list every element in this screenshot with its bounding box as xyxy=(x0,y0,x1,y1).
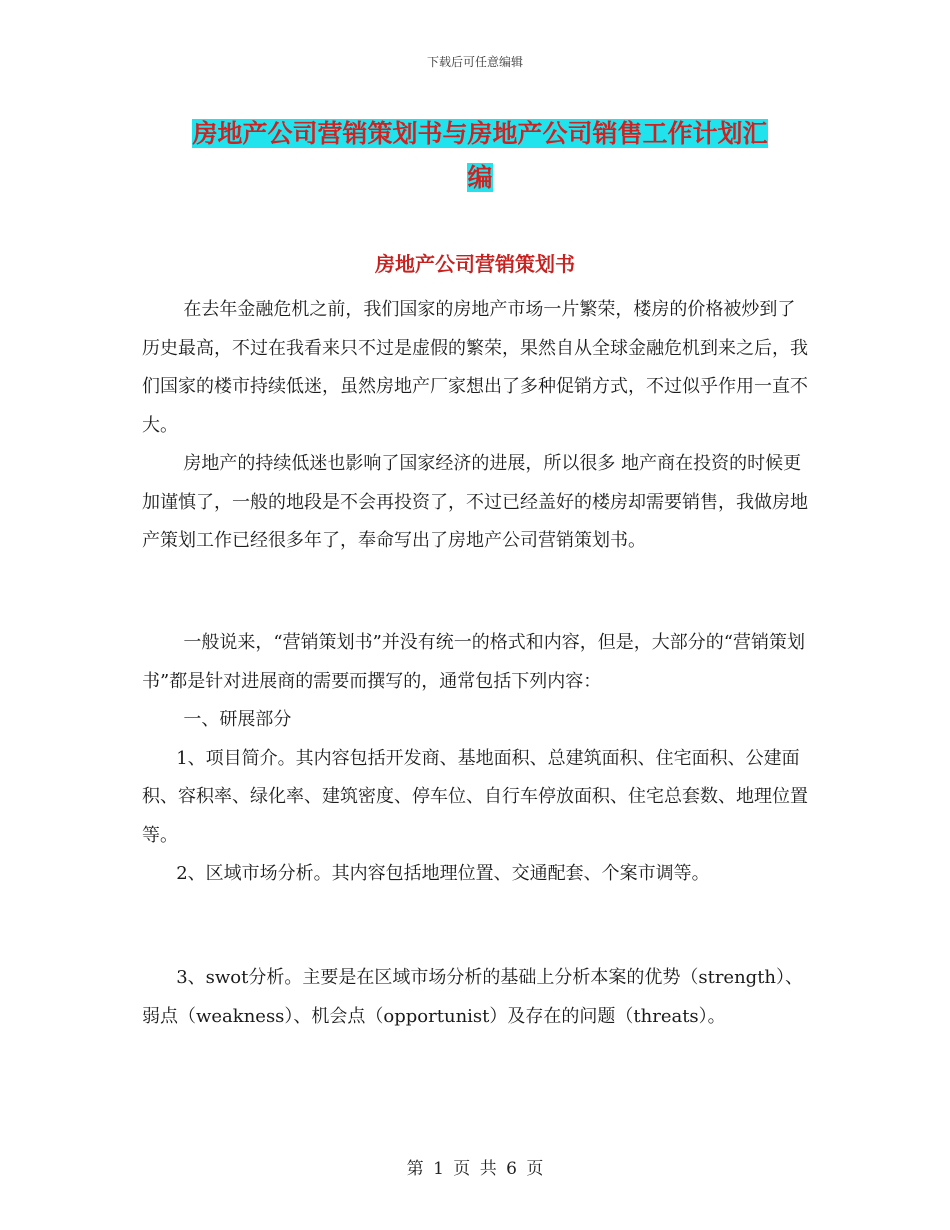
list-item: 2、区域市场分析。其内容包括地理位置、交通配套、个案市调等。 xyxy=(176,863,710,884)
body-block-intro xyxy=(142,291,810,561)
document-title-line-1: 房地产公司营销策划书与房地产公司销售工作计划汇 xyxy=(192,119,768,148)
paragraph: 在去年金融危机之前，我们国家的房地产市场一片繁荣，楼房的价格被炒到了历史最高，不过在我看来只不过是虚假的繁荣，果然自从全球金融危机到来之后，我们国家的楼市持续低迷，虽然房地产厂家想出了多种促销方式，不过似乎作用一直不大。 xyxy=(142,299,808,436)
paragraph: 房地产的持续低迷也影响了国家经济的进展，所以很多 地产商在投资的时候更加谨慎了，一般的地段是不会再投资了，不过已经盖好的楼房却需要销售，我做房地产策划工作已经很多年了，奉命写出了房地产公司营销策划书。 xyxy=(142,453,808,551)
page-header-note: 下载后可任意编辑 xyxy=(426,55,523,69)
document-title xyxy=(140,112,820,200)
list-item: 1、项目简介。其内容包括开发商、基地面积、总建筑面积、住宅面积、公建面积、容积率、绿化率、建筑密度、停车位、自行车停放面积、住宅总套数、地理位置等。 xyxy=(142,747,808,846)
document-title-line-2: 编 xyxy=(467,163,493,192)
list-item: 3、swot分析。主要是在区域市场分析的基础上分析本案的优势（strength）、弱点（weakness）、机会点（opportunist）及存在的问题（threats）。 xyxy=(142,967,804,1027)
body-block-outline xyxy=(142,624,810,894)
page-number: 第 1 页 共 6 页 xyxy=(406,1159,544,1179)
paragraph: 一般说来，“营销策划书”并没有统一的格式和内容，但是，大部分的“营销策划书”都是针对进展商的需要而撰写的，通常包括下列内容： xyxy=(142,632,805,692)
body-block-swot xyxy=(142,959,810,1036)
paragraph: 一、研展部分 xyxy=(183,709,292,730)
section-title: 房地产公司营销策划书 xyxy=(375,252,575,276)
